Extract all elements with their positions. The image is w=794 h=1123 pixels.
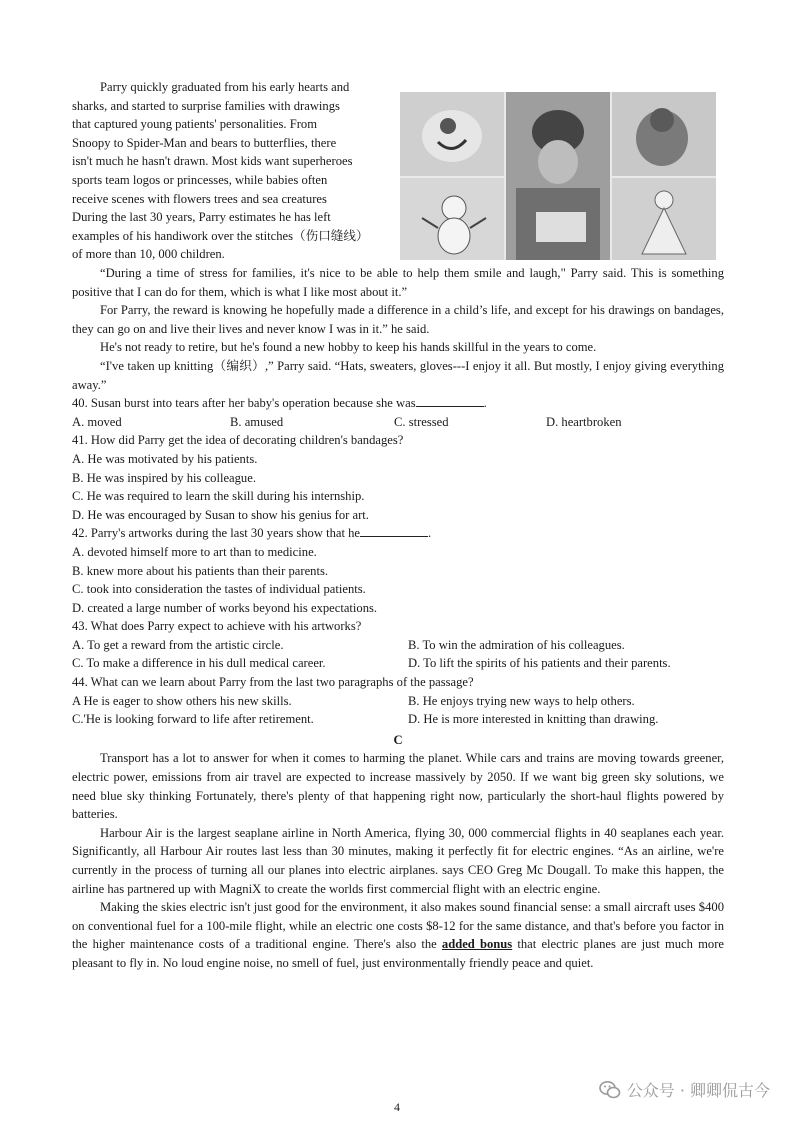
paragraph-text: Making the skies electric isn't just good for the environment, it also makes sound financial sense: a small aircraft uses $400 on conventional fuel for a 100-mile flight, while an electric one costs $8-12 for the same distance, and that's before you factor in the higher maintenance costs of a traditional engine. There's also the <box>72 900 724 952</box>
option[interactable]: C. He was required to learn the skill during his internship. <box>72 489 365 504</box>
question-stem-end: . <box>483 396 487 411</box>
option[interactable]: D. heartbroken <box>546 414 622 429</box>
option[interactable]: B. amused <box>230 414 284 429</box>
wechat-icon <box>599 1080 621 1100</box>
photo-tile-snoopy <box>400 92 504 176</box>
question-stem-end: . <box>428 526 432 541</box>
intro-line: During the last 30 years, Parry estimates he has left <box>72 210 331 225</box>
q44-options-row <box>72 692 724 711</box>
option[interactable]: A He is eager to show others his new skills. <box>72 693 292 708</box>
option[interactable]: B. knew more about his patients than their parents. <box>72 563 329 578</box>
answer-blank <box>360 524 428 537</box>
watermark-text: 公众号 · 卿卿侃古今 <box>626 1081 770 1100</box>
q44-options-row <box>72 710 724 729</box>
intro-line: Snoopy to Spider-Man and bears to butterflies, there <box>72 135 337 150</box>
section-heading: C <box>393 732 403 747</box>
option[interactable]: B. To win the admiration of his colleagues. <box>408 637 625 652</box>
intro-line: examples of his handiwork over the stitches（伤口缝线） <box>72 228 369 243</box>
paragraph: Harbour Air is the largest seaplane airline in North America, flying 30, 000 commercial flights in 40 seaplanes each year. Significantly, all Harbour Air routes last less than 30 minutes, making it perfectly fit for electric engines. “As an airline, we're currently in the process of turning all our planes into electric airplanes. says CEO Greg Mc Dougall. To make this happen, the airline has partnered up with MagniX to create the worlds first commercial flight with an electric engine. <box>72 825 724 896</box>
q43-options-row <box>72 636 724 655</box>
option[interactable]: B. He was inspired by his colleague. <box>72 470 256 485</box>
intro-line: isn't much he hasn't drawn. Most kids want superheroes <box>72 154 353 169</box>
page-number: 4 <box>394 1100 400 1114</box>
question-44: 44. What can we learn about Parry from the last two paragraphs of the passage? <box>72 675 474 690</box>
question-41: 41. How did Parry get the idea of decorating children's bandages? <box>72 433 404 448</box>
option[interactable]: A. moved <box>72 414 122 429</box>
option[interactable]: D. He is more interested in knitting than drawing. <box>408 712 659 727</box>
option[interactable]: D. He was encouraged by Susan to show his genius for art. <box>72 507 369 522</box>
intro-line: sharks, and started to surprise families with drawings <box>72 98 340 113</box>
paragraph: For Parry, the reward is knowing he hopefully made a difference in a child’s life, and except for his drawings on bandages, they can go on and live their lives and never know I was in it.” he said. <box>72 303 724 336</box>
question-43: 43. What does Parry expect to achieve with his artworks? <box>72 619 362 634</box>
option[interactable]: C. took into consideration the tastes of individual patients. <box>72 582 366 597</box>
underlined-phrase: added bonus <box>441 937 513 952</box>
answer-blank <box>416 394 484 407</box>
intro-line: of more than 10, 000 children. <box>72 247 225 262</box>
photo-tile-angel <box>612 178 716 260</box>
option[interactable]: C. stressed <box>394 414 449 429</box>
intro-text <box>72 78 388 264</box>
question-40 <box>72 394 724 413</box>
intro-line: that captured young patients' personalities. From <box>72 117 317 132</box>
bandage-drawings-photo <box>400 92 716 260</box>
option[interactable]: A. To get a reward from the artistic circle. <box>72 637 284 652</box>
option[interactable]: C.'He is looking forward to life after retirement. <box>72 712 314 727</box>
photo-tile-bear <box>612 92 716 176</box>
q40-options <box>72 413 724 432</box>
paragraph: Transport has a lot to answer for when it comes to harming the planet. While cars and trains are moving towards greener, electric power, emissions from air travel are expected to increase massively by 2050. If we want big green sky solutions, we need blue sky thinking Fortunately, there's plenty of that happening right now, particularly the short-haul flights powered by batteries. <box>72 751 724 822</box>
photo-tile-doctor <box>506 92 610 260</box>
intro-line: receive scenes with flowers trees and sea creatures <box>72 191 327 206</box>
paragraph: “During a time of stress for families, it's nice to be able to help them smile and laugh," Parry said. This is something positive that I can do for them, which is what I like most about it.” <box>72 266 724 299</box>
intro-block <box>72 78 724 264</box>
option[interactable]: A. devoted himself more to art than to medicine. <box>72 544 317 559</box>
q43-options-row <box>72 654 724 673</box>
option[interactable]: B. He enjoys trying new ways to help others. <box>408 693 635 708</box>
paragraph-text: that electric planes are just much more pleasant to fly in. No loud engine noise, no smell of fuel, just environmentally friendly peace and quiet. <box>72 937 724 970</box>
exam-page <box>72 78 724 973</box>
option[interactable]: D. created a large number of works beyond his expectations. <box>72 600 378 615</box>
intro-line: Parry quickly graduated from his early hearts and <box>100 80 350 94</box>
intro-line: sports team logos or princesses, while babies often <box>72 172 328 187</box>
option[interactable]: C. To make a difference in his dull medical career. <box>72 656 326 671</box>
paragraph: “I've taken up knitting（编织）,” Parry said. “Hats, sweaters, gloves---I enjoy it all. But mostly, I enjoy giving everything away.” <box>72 358 724 392</box>
watermark <box>599 1078 770 1101</box>
paragraph <box>72 898 724 972</box>
photo-tile-snowman <box>400 178 504 260</box>
question-42 <box>72 524 724 543</box>
paragraph: He's not ready to retire, but he's found a new hobby to keep his hands skillful in the years to come. <box>100 340 597 355</box>
question-stem: 42. Parry's artworks during the last 30 years show that he <box>72 526 361 541</box>
option[interactable]: D. To lift the spirits of his patients and their parents. <box>408 656 671 671</box>
question-stem: 40. Susan burst into tears after her baby's operation because she was <box>72 396 416 411</box>
option[interactable]: A. He was motivated by his patients. <box>72 451 258 466</box>
